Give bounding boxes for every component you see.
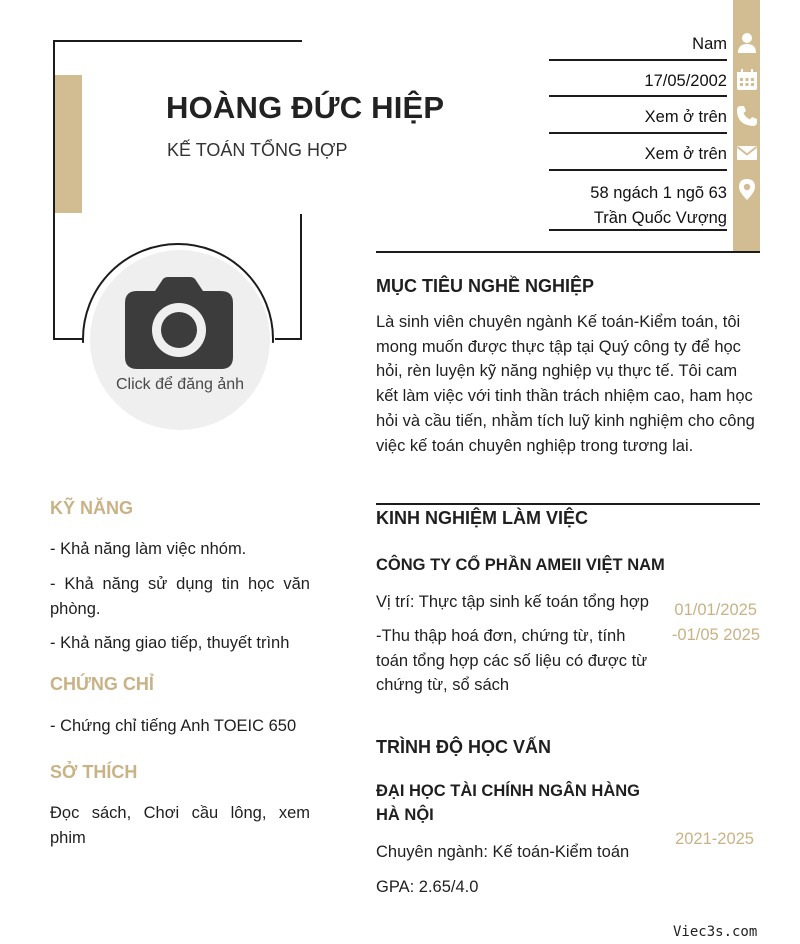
address-line-1: 58 ngách 1 ngõ 63 <box>590 184 727 202</box>
contact-phone[interactable]: Xem ở trên <box>549 108 727 134</box>
education-years[interactable]: 2021-2025 <box>675 830 754 848</box>
camera-icon[interactable] <box>125 277 233 369</box>
location-icon <box>736 178 758 200</box>
experience-position[interactable]: Vị trí: Thực tập sinh kế toán tổng hợp <box>376 593 649 611</box>
skill-item[interactable]: - Khả năng giao tiếp, thuyết trình <box>50 634 290 652</box>
experience-date-end: -01/05 2025 <box>671 626 760 644</box>
header-frame-right <box>300 212 302 340</box>
divider-experience <box>376 503 760 505</box>
experience-company[interactable]: CÔNG TY CỔ PHẦN AMEII VIỆT NAM <box>376 556 665 574</box>
phone-icon <box>736 105 758 127</box>
experience-title[interactable]: KINH NGHIỆM LÀM VIỆC <box>376 508 589 528</box>
education-school[interactable]: ĐẠI HỌC TÀI CHÍNH NGÂN HÀNG HÀ NỘI <box>376 782 640 824</box>
contact-address[interactable] <box>549 181 727 231</box>
skill-item[interactable]: - Khả năng sử dụng tin học văn phòng. <box>50 575 310 618</box>
contact-gender[interactable]: Nam <box>549 35 727 61</box>
header-frame-top <box>53 40 302 42</box>
mail-icon <box>736 142 758 164</box>
education-title[interactable]: TRÌNH ĐỘ HỌC VẤN <box>376 737 551 757</box>
contact-email[interactable]: Xem ở trên <box>549 145 727 171</box>
hobbies-title[interactable]: SỞ THÍCH <box>50 762 138 782</box>
certificates-title[interactable]: CHỨNG CHỈ <box>50 674 154 694</box>
skill-item[interactable]: - Khả năng làm việc nhóm. <box>50 540 247 558</box>
photo-caption[interactable]: Click để đăng ảnh <box>115 376 245 393</box>
header-frame-bottom-right <box>275 338 302 340</box>
accent-bar <box>55 75 82 213</box>
objective-text[interactable]: Là sinh viên chuyên ngành Kế toán-Kiểm toán, tôi mong muốn được thực tập tại Quý công ty để học hỏi, rèn luyện kỹ năng nghiệp vụ thực tế. Tôi cam kết làm việc với tinh thần trách nhiệm cao, ham học hỏi và cầu tiến, nhằm tích luỹ kinh nghiệm cho công việc kế toán chuyên nghiệp trong tương lai. <box>376 313 755 455</box>
job-title[interactable]: KẾ TOÁN TỔNG HỢP <box>167 140 348 160</box>
candidate-name[interactable]: HOÀNG ĐỨC HIỆP <box>166 90 445 125</box>
education-gpa[interactable]: GPA: 2.65/4.0 <box>376 878 479 896</box>
brand-watermark: Viec3s.com <box>673 924 758 940</box>
experience-duties[interactable]: -Thu thập hoá đơn, chứng từ, tính toán tổng hợp các số liệu có được từ chứng từ, sổ sách <box>376 627 648 695</box>
header-frame-bottom-left <box>53 338 83 340</box>
skills-title[interactable]: KỸ NĂNG <box>50 498 134 518</box>
address-line-2: Trần Quốc Vượng <box>593 208 727 227</box>
divider-objective <box>376 251 760 253</box>
contact-birthday[interactable]: 17/05/2002 <box>549 72 727 97</box>
hobbies-text[interactable]: Đọc sách, Chơi cầu lông, xem phim <box>50 804 310 847</box>
experience-dates[interactable] <box>660 598 760 648</box>
calendar-icon <box>736 69 758 91</box>
objective-title[interactable]: MỤC TIÊU NGHỀ NGHIỆP <box>376 276 595 296</box>
user-icon <box>736 32 758 54</box>
education-major[interactable]: Chuyên ngành: Kế toán-Kiểm toán <box>376 843 630 861</box>
certificate-item[interactable]: - Chứng chỉ tiếng Anh TOEIC 650 <box>50 717 297 735</box>
experience-date-start: 01/01/2025 <box>674 601 757 619</box>
